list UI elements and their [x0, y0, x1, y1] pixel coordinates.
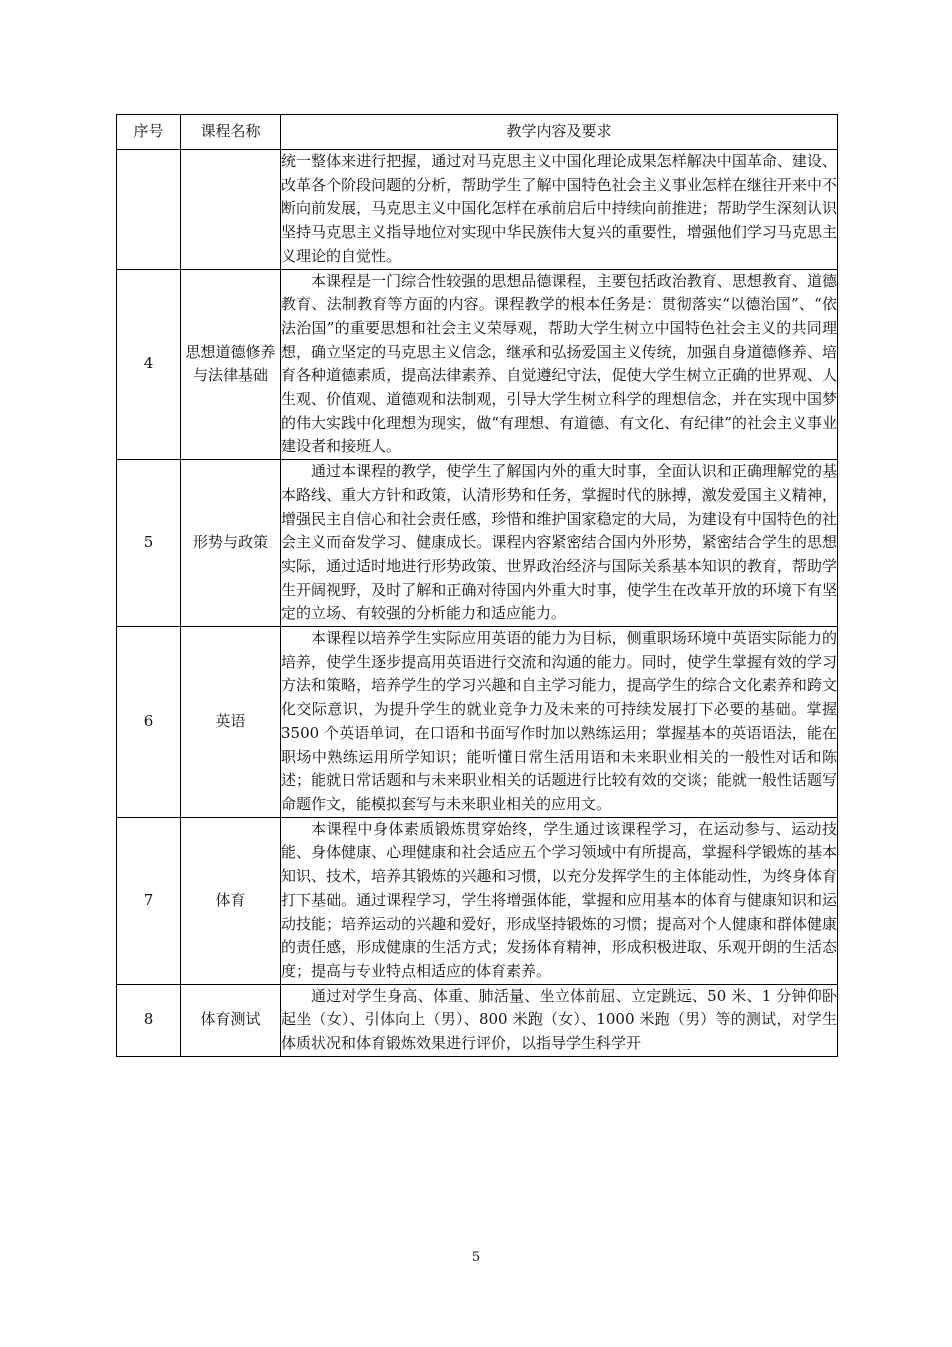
- table-body: [117, 150, 838, 1057]
- teaching-content-text: 通过本课程的教学，使学生了解国内外的重大时事，全面认识和正确理解党的基本路线、重大方针和政策，认清形势和任务，掌握时代的脉搏，激发爱国主义精神，增强民主自信心和社会责任感，珍惜和维护国家稳定的大局，为建设有中国特色的社会主义而奋发学习、健康成长。课程内容紧密结合国内外形势，紧密结合学生的思想实际，通过适时地进行形势政策、世界政治经济与国际关系基本知识的教育，帮助学生开阔视野，及时了解和正确对待国内外重大时事，使学生在改革开放的环境下有坚定的立场、有较强的分析能力和适应能力。: [281, 462, 837, 623]
- course-name-cell: 思想道德修养与法律基础: [181, 269, 281, 460]
- course-name-cell: 体育测试: [181, 984, 281, 1056]
- course-table: [116, 114, 838, 1057]
- serial-number-cell: 7: [117, 817, 181, 984]
- teaching-content-cell: [281, 150, 838, 270]
- teaching-content-cell: [281, 984, 838, 1056]
- teaching-content-cell: [281, 817, 838, 984]
- table-row: [117, 817, 838, 984]
- teaching-content-cell: [281, 460, 838, 627]
- teaching-content-cell: [281, 627, 838, 818]
- table-row: [117, 269, 838, 460]
- table-row: [117, 460, 838, 627]
- header-serial-number: 序号: [117, 115, 181, 150]
- page-number: 5: [471, 1250, 481, 1265]
- teaching-content-text: 统一整体来进行把握，通过对马克思主义中国化理论成果怎样解决中国革命、建设、改革各个阶段问题的分析，帮助学生了解中国特色社会主义事业怎样在继往开来中不断向前发展，马克思主义中国化怎样在承前启后中持续向前推进；帮助学生深刻认识坚持马克思主义指导地位对实现中华民族伟大复兴的重要性，增强他们学习马克思主义理论的自觉性。: [281, 152, 837, 265]
- serial-number-cell: 8: [117, 984, 181, 1056]
- teaching-content-text: 本课程以培养学生实际应用英语的能力为目标，侧重职场环境中英语实际能力的培养，使学生逐步提高用英语进行交流和沟通的能力。同时，使学生掌握有效的学习方法和策略，培养学生的学习兴趣和自主学习能力，提高学生的综合文化素养和跨文化交际意识，为提升学生的就业竞争力及未来的可持续发展打下必要的基础。掌握 3500 个英语单词，在口语和书面写作时加以熟练运用；掌握基本的英语语法，能在职场中熟练运用所学知识；能听懂日常生活用语和未来职业相关的一般性对话和陈述；能就日常话题和与未来职业相关的话题进行比较有效的交谈；能就一般性话题写命题作文，能模拟套写与未来职业相关的应用文。: [281, 629, 837, 813]
- teaching-content-text: 本课程是一门综合性较强的思想品德课程，主要包括政治教育、思想教育、道德教育、法制教育等方面的内容。课程教学的根本任务是：贯彻落实“以德治国”、“依法治国”的重要思想和社会主义荣辱观，帮助大学生树立中国特色社会主义的共同理想，确立坚定的马克思主义信念，继承和弘扬爱国主义传统，加强自身道德修养、培育各种道德素质，提高法律素养、自觉遵纪守法，促使大学生树立正确的世界观、人生观、价值观、道德观和法制观，引导大学生树立科学的理想信念，并在实现中国梦的伟大实践中化理想为现实，做“有理想、有道德、有文化、有纪律”的社会主义事业建设者和接班人。: [281, 271, 837, 456]
- teaching-content-cell: [281, 269, 838, 460]
- teaching-content-text: 本课程中身体素质锻炼贯穿始终，学生通过该课程学习，在运动参与、运动技能、身体健康、心理健康和社会适应五个学习领域中有所提高，掌握科学锻炼的基本知识、技术，培养其锻炼的兴趣和习惯，以充分发挥学生的主体能动性，为终身体育打下基础。通过课程学习，学生将增强体能，掌握和应用基本的体育与健康知识和运动技能；培养运动的兴趣和爱好，形成坚持锻炼的习惯；提高对个人健康和群体健康的责任感，形成健康的生活方式；发扬体育精神，形成积极进取、乐观开朗的生活态度；提高与专业特点相适应的体育素养。: [281, 819, 837, 980]
- table-row: [117, 627, 838, 818]
- course-name-cell: [181, 150, 281, 270]
- course-name-cell: 英语: [181, 627, 281, 818]
- serial-number-cell: 6: [117, 627, 181, 818]
- header-course-name: 课程名称: [181, 115, 281, 150]
- course-name-cell: 体育: [181, 817, 281, 984]
- table-header-row: [117, 115, 838, 150]
- serial-number-cell: [117, 150, 181, 270]
- serial-number-cell: 4: [117, 269, 181, 460]
- teaching-content-text: 通过对学生身高、体重、肺活量、坐立体前屈、立定跳远、50 米、1 分钟仰卧起坐（女）、引体向上（男）、800 米跑（女）、1000 米跑（男）等的测试，对学生体质状况和体育锻炼效果进行评价，以指导学生科学开: [281, 986, 837, 1053]
- serial-number-cell: 5: [117, 460, 181, 627]
- course-name-cell: 形势与政策: [181, 460, 281, 627]
- table-row: [117, 150, 838, 270]
- table-row: [117, 984, 838, 1056]
- header-teaching-content: 教学内容及要求: [281, 115, 838, 150]
